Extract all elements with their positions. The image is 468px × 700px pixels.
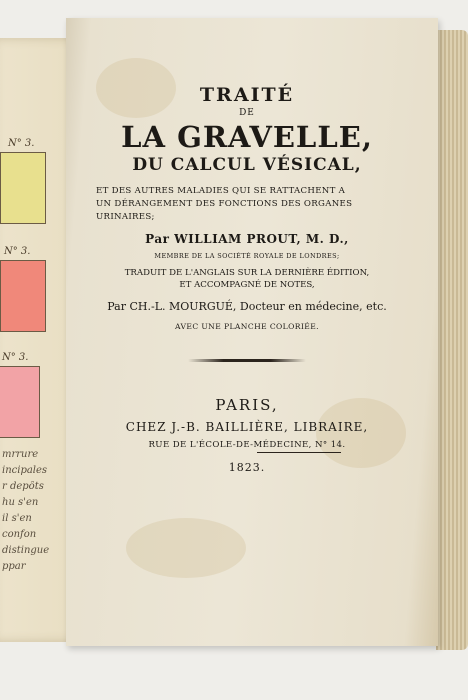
translation-note [82, 267, 412, 291]
translation-line: ET ACCOMPAGNÉ DE NOTES, [179, 280, 315, 290]
plate-text-line: confon [2, 529, 37, 540]
plate-text-line: mrrure [2, 449, 39, 460]
plate-label-2: N° 3. [4, 246, 31, 257]
page-block-edge [436, 30, 468, 650]
address-underline [257, 452, 341, 453]
imprint-year: 1823. [228, 461, 266, 474]
description-paragraph [96, 185, 406, 224]
plate-note: AVEC UNE PLANCHE COLORIÉE. [175, 322, 319, 331]
book-main-title: LA GRAVELLE, [121, 120, 373, 154]
plate-label-1: N° 3. [8, 138, 35, 149]
society-line: MEMBRE DE LA SOCIÉTÉ ROYALE DE LONDRES; [154, 252, 340, 260]
imprint-publisher: CHEZ J.-B. BAILLIÈRE, LIBRAIRE, [125, 420, 369, 434]
plate-text-line: il s'en [2, 513, 32, 524]
description-line: URINAIRES; [96, 212, 155, 222]
title-page-text [82, 80, 412, 474]
plate-text-line: r depôts [2, 481, 44, 492]
foxing-stain [126, 518, 246, 578]
author-line: Par WILLIAM PROUT, M. D., [145, 232, 349, 246]
book-title-traite: TRAITÉ [199, 84, 295, 106]
book-title-de: DE [239, 108, 255, 118]
imprint-address: RUE DE L'ÉCOLE-DE-MÉDECINE, N° 14. [148, 440, 346, 450]
plate-text-line: incipales [2, 465, 48, 476]
translation-line: TRADUIT DE L'ANGLAIS SUR LA DERNIÈRE ÉDITION, [124, 268, 370, 278]
plate-swatch-pink [0, 366, 40, 438]
imprint-city: PARIS, [215, 396, 279, 414]
plate-swatch-yellow [0, 152, 46, 224]
description-line: ET DES AUTRES MALADIES QUI SE RATTACHENT A [96, 186, 346, 196]
book-subtitle: DU CALCUL VÉSICAL, [132, 155, 362, 175]
plate-text-line: ppar [2, 561, 26, 572]
translator-line: Par CH.-L. MOURGUÉ, Docteur en médecine, etc. [107, 300, 387, 313]
plate-text-line: hu s'en [2, 497, 39, 508]
ornamental-rule [188, 359, 306, 362]
plate-swatch-red [0, 260, 46, 332]
plate-label-3: N° 3. [2, 352, 29, 363]
description-line: UN DÉRANGEMENT DES FONCTIONS DES ORGANES [96, 199, 353, 209]
plate-text-line: distingue [2, 545, 50, 556]
